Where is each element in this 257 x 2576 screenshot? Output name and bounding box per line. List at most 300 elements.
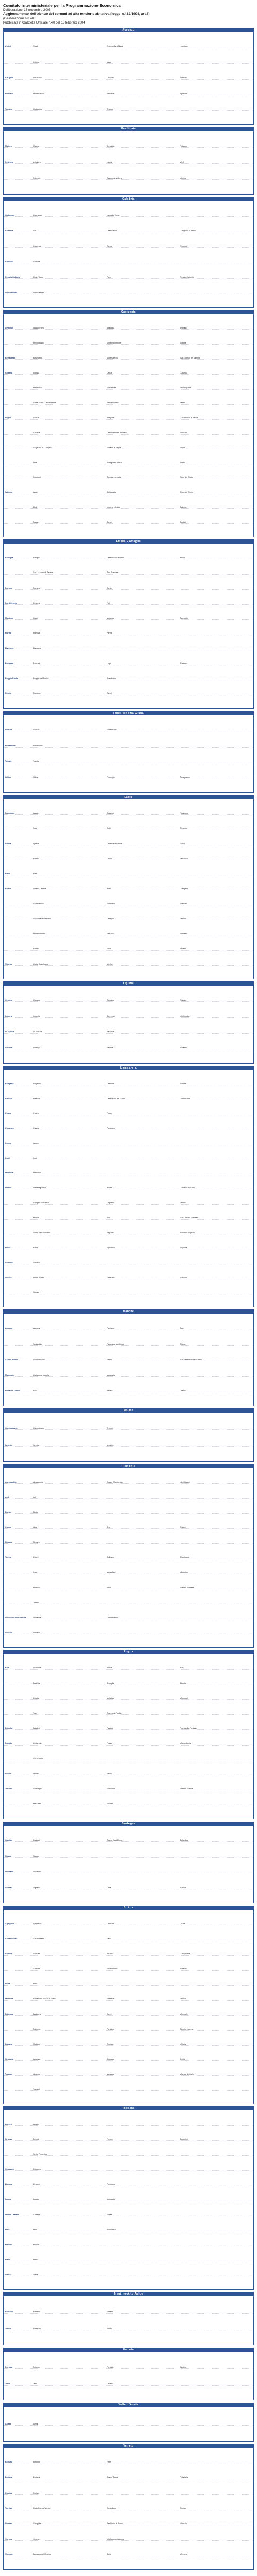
region-section <box>3 127 254 195</box>
municipality-name: Barletta <box>33 1682 40 1685</box>
province-name: Cremona <box>5 1127 14 1130</box>
municipality-name: Sassuolo <box>180 617 188 620</box>
municipality-name: Matera <box>33 144 40 147</box>
municipality-name: Marsala <box>107 2072 114 2075</box>
municipality-name: Trento <box>107 2327 112 2330</box>
municipality-name: Partinico <box>107 2028 114 2030</box>
region-body <box>4 2110 253 2289</box>
table-row <box>4 1262 253 1264</box>
municipality-name: Giugliano in Campania <box>33 446 53 449</box>
province-name: Grosseto <box>5 2168 14 2171</box>
document-date: Deliberazione 13 novembre 2003 <box>3 9 51 12</box>
municipality-name: Domodossola <box>107 1616 118 1619</box>
table-row <box>4 2461 253 2464</box>
municipality-name: Castelfranco Veneto <box>33 2507 51 2510</box>
municipality-name: Dalmine <box>107 1083 114 1085</box>
municipality-name: Lanciano <box>180 45 188 48</box>
province-name: Udine <box>5 776 11 779</box>
region-section <box>3 981 254 1064</box>
province-name: Genova <box>5 999 13 1002</box>
table-row <box>4 1511 253 1514</box>
province-name: Treviso <box>5 2507 12 2510</box>
municipality-name: Marino <box>180 918 186 920</box>
table-row <box>4 1887 253 1889</box>
table-row <box>4 2198 253 2201</box>
table-row <box>4 506 253 509</box>
municipality-name: Fidenza <box>33 632 40 635</box>
municipality-name: Milano <box>180 1202 186 1205</box>
table-row <box>4 417 253 420</box>
province-name: Mantova <box>5 1172 13 1175</box>
municipality-name: Chiavari <box>33 999 41 1002</box>
province-name: Pisa <box>5 2228 10 2231</box>
region-body <box>4 1910 253 2104</box>
region-header: Lazio <box>4 796 253 799</box>
province-name: Ancona <box>5 1327 13 1330</box>
municipality-name: Montesilvano <box>33 92 45 95</box>
municipality-name: Savona <box>107 1046 114 1049</box>
region-header: Piemonte <box>4 1465 253 1468</box>
province-name: Sondrio <box>5 1261 13 1264</box>
municipality-name: Terni <box>33 2383 37 2386</box>
municipality-name: Ortona <box>33 61 39 64</box>
municipality-name: Casale Monferrato <box>107 1481 123 1483</box>
table-row <box>4 2423 253 2426</box>
municipality-name: Alatri <box>107 827 111 830</box>
municipality-name: Pinerolo <box>33 1586 41 1589</box>
municipality-name: Manfredonia <box>180 1742 191 1745</box>
table-row <box>4 462 253 464</box>
region-body <box>4 1070 253 1307</box>
municipality-name: Gela <box>107 1938 111 1940</box>
municipality-name: Potenza <box>33 177 41 180</box>
municipality-name: Cassino <box>107 812 114 815</box>
table-row <box>4 1247 253 1249</box>
municipality-name: Settimo Torinese <box>180 1586 194 1589</box>
province-name: Avellino <box>5 327 13 330</box>
table-row <box>4 1217 253 1220</box>
table-row <box>4 93 253 95</box>
municipality-name: San Benedetto del Tronto <box>180 1358 202 1361</box>
municipality-name: Acerra <box>33 416 39 419</box>
municipality-name: Pomezia <box>180 933 187 935</box>
table-row <box>4 963 253 966</box>
table-row <box>4 45 253 48</box>
municipality-name: Siena <box>33 2274 39 2276</box>
municipality-name: Scandiano <box>107 677 116 680</box>
municipality-name: Castrovillari <box>107 230 117 232</box>
municipality-name: Torre del Greco <box>180 476 193 479</box>
province-name: Roma <box>5 887 11 890</box>
table-row <box>4 1277 253 1279</box>
region-body <box>4 715 253 793</box>
municipality-name: Portici <box>180 461 185 464</box>
municipality-name: Ragusa <box>107 2042 114 2045</box>
municipality-name: San Giorgio del Sannio <box>180 357 200 360</box>
table-row <box>4 327 253 330</box>
municipality-name: Ravenna <box>180 662 188 665</box>
table-row <box>4 447 253 449</box>
table-row <box>4 2328 253 2330</box>
municipality-name: Messina <box>107 1998 114 2000</box>
document-subject: Aggiornamento dell'elenco dei comuni ad alta tensione abitativa (legge n.431/1998, art.8) <box>3 12 150 16</box>
document-subtitle: (Deliberazione n.87/03) <box>3 17 37 20</box>
municipality-name: Modica <box>33 2042 40 2045</box>
province-name: Chieti <box>5 45 11 48</box>
province-name: Taranto <box>5 1788 12 1790</box>
municipality-name: Desenzano del Garda <box>107 1098 125 1100</box>
municipality-name: Perugia <box>107 2366 114 2368</box>
table-row <box>4 1202 253 1205</box>
municipality-name: Imperia <box>33 1015 40 1017</box>
municipality-name: Caltanissetta <box>33 1938 44 1940</box>
table-row <box>4 933 253 935</box>
municipality-name: Bitonto <box>180 1682 186 1685</box>
province-name: Lodi <box>5 1157 10 1160</box>
municipality-name: Sulmona <box>180 77 188 79</box>
municipality-name: Spoltore <box>180 92 187 95</box>
municipality-name: Napoli <box>180 446 186 449</box>
province-name: Viterbo <box>5 963 12 965</box>
municipality-name: Moncalieri <box>107 1571 116 1574</box>
municipality-name: Bisceglie <box>107 1682 115 1685</box>
municipality-name: Venezia <box>180 2522 187 2525</box>
municipality-name: Barcellona Pozzo di Gotto <box>33 1998 56 2000</box>
municipality-name: Francavilla Fontana <box>180 1727 197 1730</box>
region-body <box>4 544 253 708</box>
municipality-name: Cinisello Balsamo <box>180 1187 195 1190</box>
municipality-name: Torre Annunziata <box>107 476 121 479</box>
region-body <box>4 2296 253 2345</box>
province-name: Padova <box>5 2476 12 2479</box>
province-name: Bergamo <box>5 1083 14 1085</box>
province-name: Arezzo <box>5 2123 12 2125</box>
province-name: Milano <box>5 1187 12 1190</box>
table-row <box>4 662 253 665</box>
region-section <box>3 28 254 125</box>
municipality-name: Chieri <box>33 1556 39 1559</box>
municipality-name: Paderno Dugnano <box>180 1231 196 1234</box>
municipality-name: Novara <box>33 1541 40 1544</box>
table-row <box>4 1998 253 2000</box>
province-name: Macerata <box>5 1374 14 1376</box>
table-row <box>4 1444 253 1447</box>
province-name: Varese <box>5 1276 12 1279</box>
table-row <box>4 61 253 64</box>
province-name: Rovigo <box>5 2491 12 2494</box>
municipality-name: Mazara del Vallo <box>180 2072 194 2075</box>
municipality-name: Andria <box>107 1667 112 1670</box>
municipality-name: Sesto Fiorentino <box>33 2153 48 2156</box>
municipality-name: Venafro <box>107 1444 114 1446</box>
municipality-name: Trapani <box>33 2087 40 2090</box>
municipality-name: Caserta <box>180 371 187 374</box>
province-name: Siena <box>5 2274 11 2276</box>
municipality-name: Civita Castellana <box>33 963 48 965</box>
province-name: Pesaro e Urbino <box>5 1390 20 1392</box>
municipality-name: Bagheria <box>33 2013 41 2015</box>
region-body <box>4 1413 253 1461</box>
table-row <box>4 357 253 360</box>
municipality-name: Empoli <box>33 2138 39 2140</box>
province-name: La Spezia <box>5 1031 14 1033</box>
province-name: Alessandria <box>5 1481 17 1483</box>
region-header: Trentino-Alto Adige <box>4 2292 253 2296</box>
municipality-name: Asti <box>33 1496 36 1498</box>
municipality-name: Anzio <box>107 887 111 890</box>
province-name: Brescia <box>5 1098 12 1100</box>
municipality-name: Feltre <box>107 2461 112 2464</box>
municipality-name: Campobasso <box>33 1427 45 1430</box>
province-name: Trieste <box>5 760 12 763</box>
province-name: Lecce <box>5 1772 11 1775</box>
province-name: Crotone <box>5 260 13 263</box>
province-name: Bari <box>5 1667 9 1670</box>
table-row <box>4 1587 253 1589</box>
municipality-name: Sassari <box>180 1886 186 1889</box>
municipality-name: Termoli <box>107 1427 113 1430</box>
municipality-name: Ancona <box>33 1327 40 1330</box>
municipality-name: Crotone <box>33 260 40 263</box>
table-row <box>4 2229 253 2231</box>
municipality-name: Solofra <box>180 342 186 345</box>
municipality-name: Palermo <box>33 2028 41 2030</box>
region-section <box>3 310 254 537</box>
municipality-name: Adrano <box>107 1953 113 1955</box>
table-row <box>4 617 253 620</box>
province-name: Livorno <box>5 2183 13 2186</box>
province-name: Forli-Cesena <box>5 601 17 604</box>
municipality-name: Ciampino <box>180 887 188 890</box>
municipality-name: Urbino <box>180 1390 186 1392</box>
province-name: Reggio Calabria <box>5 276 20 278</box>
region-header: Emilia-Romagna <box>4 540 253 544</box>
table-row <box>4 1617 253 1619</box>
region-section <box>3 795 254 979</box>
municipality-name: Pontedera <box>107 2228 116 2231</box>
province-name: Siracusa <box>5 2057 13 2060</box>
municipality-name: Nettuno <box>107 933 114 935</box>
municipality-name: Mercogliano <box>33 342 44 345</box>
municipality-name: Lecce <box>33 1772 39 1775</box>
province-name: Vibo Valentia <box>5 291 18 294</box>
municipality-name: Frosinone <box>180 812 188 815</box>
municipality-name: Isernia <box>33 1444 39 1446</box>
municipality-name: Albenga <box>33 1046 41 1049</box>
municipality-name: Vicenza <box>180 2553 187 2556</box>
municipality-name: Fiumicino <box>107 903 115 905</box>
municipality-name: Abbiategrasso <box>33 1187 46 1190</box>
province-name: Messina <box>5 1998 13 2000</box>
municipality-name: Rimini <box>107 692 112 695</box>
table-row <box>4 521 253 524</box>
municipality-name: Pozzuoli <box>33 476 41 479</box>
municipality-name: Aversa <box>33 371 40 374</box>
municipality-name: Scafati <box>180 521 186 524</box>
province-name: Pordenone <box>5 744 16 747</box>
municipality-name: Formia <box>33 857 40 860</box>
table-row <box>4 692 253 695</box>
municipality-name: Biella <box>33 1511 38 1513</box>
municipality-name: Osimo <box>180 1343 186 1345</box>
table-row <box>4 402 253 405</box>
municipality-name: Fasano <box>107 1727 113 1730</box>
municipality-name: Falconara Marittima <box>107 1343 124 1345</box>
table-row <box>4 2383 253 2386</box>
municipality-name: Molfetta <box>107 1697 114 1699</box>
table-row <box>4 677 253 680</box>
table-row <box>4 1157 253 1160</box>
municipality-name: Livorno <box>33 2183 40 2186</box>
municipality-name: Avola <box>180 2057 185 2060</box>
province-name: Matera <box>5 144 12 147</box>
table-row <box>4 1098 253 1100</box>
table-row <box>4 491 253 494</box>
table-row <box>4 632 253 635</box>
municipality-name: Ariano Irpino <box>33 327 44 330</box>
province-name: Vicenza <box>5 2553 13 2556</box>
municipality-name: Gioia Tauro <box>33 276 43 278</box>
province-name: Latina <box>5 842 11 845</box>
municipality-name: Lugo <box>107 662 111 665</box>
municipality-name: Cuneo <box>180 1526 186 1529</box>
province-name: Trapani <box>5 2072 12 2075</box>
table-row <box>4 571 253 574</box>
municipality-name: Francavilla al Mare <box>107 45 123 48</box>
municipality-name: Nardo <box>107 1772 112 1775</box>
municipality-name: Voghera <box>180 1246 187 1249</box>
table-row <box>4 1953 253 1955</box>
municipality-name: Vigevano <box>107 1246 115 1249</box>
region-header: Friuli-Venezia Giulia <box>4 712 253 715</box>
table-row <box>4 387 253 390</box>
table-row <box>4 276 253 279</box>
table-row <box>4 1390 253 1392</box>
region-body <box>4 799 253 978</box>
municipality-name: Chioggia <box>33 2522 41 2525</box>
municipality-name: Termini Imerese <box>180 2028 194 2030</box>
municipality-name: Aprilia <box>33 842 39 845</box>
municipality-name: Saronno <box>180 1276 187 1279</box>
province-name: Como <box>5 1112 11 1115</box>
province-name: Catania <box>5 1953 12 1955</box>
municipality-name: Sessa Aurunca <box>107 401 120 404</box>
province-name: Trento <box>5 2327 11 2330</box>
table-row <box>4 1526 253 1529</box>
table-row <box>4 2311 253 2313</box>
municipality-name: Angri <box>33 491 38 494</box>
municipality-name: Pomigliano d'Arco <box>107 461 122 464</box>
municipality-name: Avezzano <box>33 77 42 79</box>
province-name: Parma <box>5 632 11 635</box>
province-name: Perugia <box>5 2366 13 2368</box>
municipality-name: Agrigento <box>33 1923 42 1925</box>
municipality-name: Carrara <box>33 2213 40 2216</box>
municipality-name: Licata <box>180 1923 185 1925</box>
province-name: Enna <box>5 1983 10 1985</box>
region-header: Liguria <box>4 982 253 986</box>
municipality-name: Cesena <box>33 601 40 604</box>
municipality-name: Casalnuovo di Napoli <box>180 416 198 419</box>
municipality-name: Legnano <box>107 1202 114 1205</box>
municipality-name: Pordenone <box>33 744 43 747</box>
table-row <box>4 2073 253 2076</box>
municipality-name: Atripalda <box>107 327 115 330</box>
municipality-name: Sora <box>33 827 37 830</box>
municipality-name: Zola Predosa <box>107 571 118 574</box>
province-name: Aosta <box>5 2422 11 2425</box>
province-name: Caserta <box>5 371 13 374</box>
province-name: Brindisi <box>5 1727 13 1730</box>
municipality-name: Giulianova <box>33 108 42 110</box>
municipality-name: Marano di Napoli <box>107 446 122 449</box>
province-name: Teramo <box>5 108 12 110</box>
municipality-name: Rieti <box>33 872 37 875</box>
region-header: Marche <box>4 1310 253 1314</box>
municipality-name: Sarno <box>107 521 112 524</box>
municipality-name: Rovigo <box>33 2491 40 2494</box>
table-row <box>4 1983 253 1985</box>
municipality-name: Corato <box>33 1697 39 1699</box>
table-row <box>4 1541 253 1544</box>
municipality-name: Grottaglie <box>33 1788 42 1790</box>
municipality-name: Macerata <box>107 1374 115 1376</box>
municipality-name: Reggio nell'Emilia <box>33 677 49 680</box>
province-name: Cagliari <box>5 1839 13 1841</box>
region-section <box>3 539 254 708</box>
municipality-name: Cosenza <box>33 245 41 247</box>
municipality-name: Verbania <box>33 1616 41 1619</box>
table-row <box>4 888 253 890</box>
table-row <box>4 1015 253 1018</box>
province-name: Vercelli <box>5 1631 12 1634</box>
municipality-name: Sanremo <box>107 1015 115 1017</box>
table-row <box>4 1232 253 1234</box>
region-header: Toscana <box>4 2107 253 2110</box>
municipality-name: Lauria <box>107 161 112 164</box>
municipality-name: Nichelino <box>180 1571 188 1574</box>
table-row <box>4 2214 253 2216</box>
municipality-name: Acireale <box>33 1953 40 1955</box>
table-row <box>4 108 253 111</box>
municipality-name: Genova <box>107 999 114 1002</box>
region-section <box>3 711 254 794</box>
table-row <box>4 245 253 248</box>
municipality-name: Belluno <box>33 2461 40 2464</box>
municipality-name: Selargius <box>180 1839 188 1841</box>
table-row <box>4 2366 253 2369</box>
municipality-name: Verona <box>33 2537 40 2540</box>
province-name: Foggia <box>5 1742 12 1745</box>
municipality-name: Acri <box>33 230 37 232</box>
municipality-name: Foligno <box>33 2366 40 2368</box>
table-row <box>4 1556 253 1559</box>
province-name: Novara <box>5 1541 12 1544</box>
table-row <box>4 2553 253 2556</box>
municipality-name: Marcianise <box>107 386 116 389</box>
municipality-name: Lamezia Terme <box>107 214 120 217</box>
municipality-name: Ferrara <box>33 586 40 589</box>
table-row <box>4 1602 253 1604</box>
province-name: Lucca <box>5 2198 11 2201</box>
municipality-name: Reggio Calabria <box>180 276 194 278</box>
region-section <box>3 1309 254 1406</box>
table-row <box>4 602 253 605</box>
municipality-name: Cologno Monzese <box>33 1202 49 1205</box>
municipality-name: Piombino <box>107 2183 115 2186</box>
table-row <box>4 2168 253 2171</box>
municipality-name: Santa Maria Capua Vetere <box>33 401 56 404</box>
